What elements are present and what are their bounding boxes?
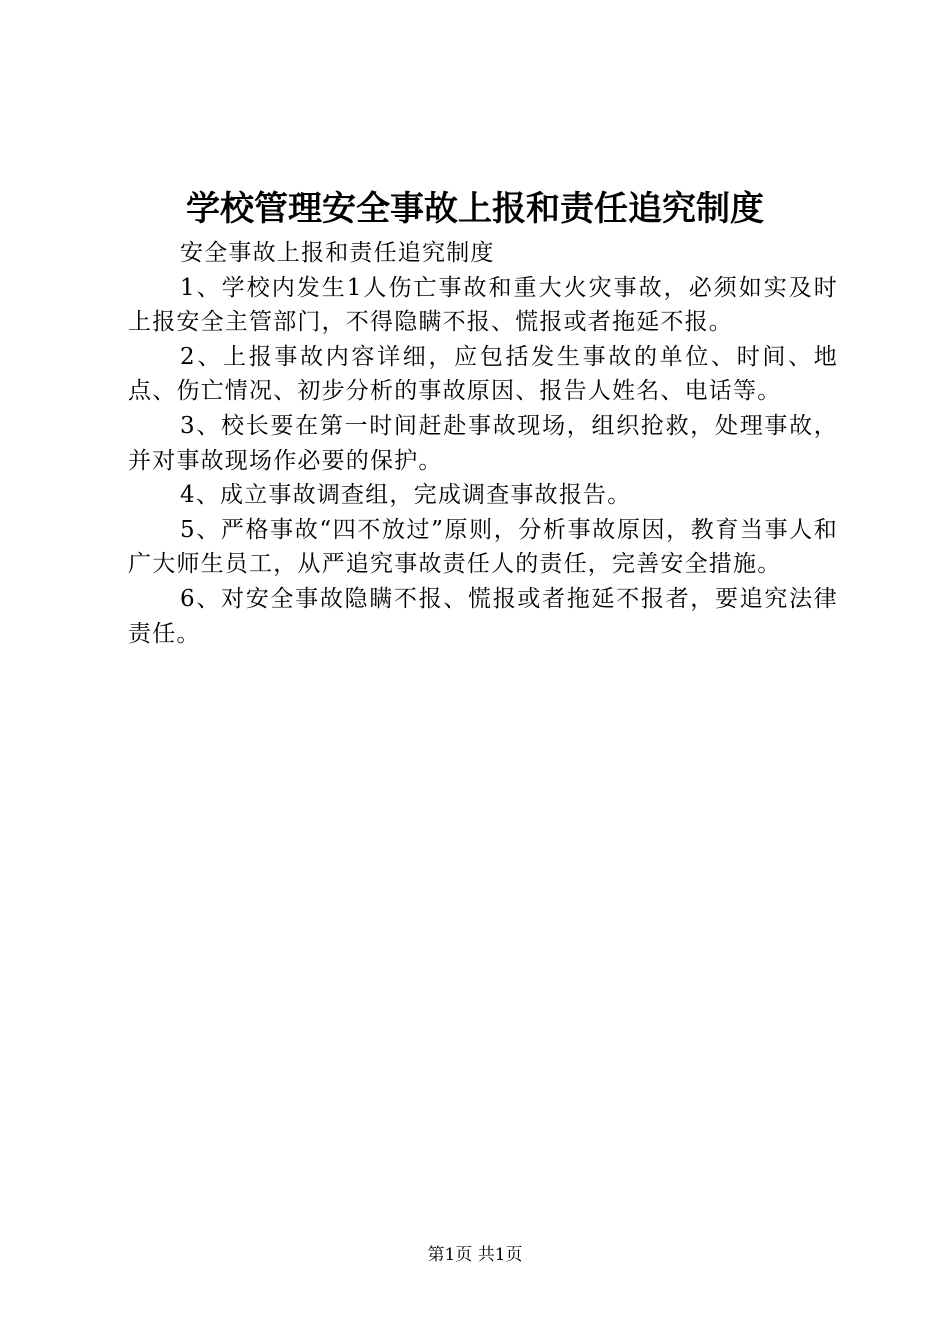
document-title: 学校管理安全事故上报和责任追究制度 bbox=[186, 189, 764, 229]
paragraph-1: 1、学校内发生1人伤亡事故和重大火灾事故，必须如实及时上报安全主管部门，不得隐瞒不报、慌报或者拖延不报。 bbox=[128, 274, 838, 336]
paragraph-2: 2、上报事故内容详细，应包括发生事故的单位、时间、地点、伤亡情况、初步分析的事故原因、报告人姓名、电话等。 bbox=[128, 343, 838, 405]
page-footer: 第1页 共1页 bbox=[427, 1245, 523, 1265]
paragraph-5: 5、严格事故“四不放过”原则，分析事故原因，教育当事人和广大师生员工，从严追究事故责任人的责任，完善安全措施。 bbox=[128, 516, 838, 578]
paragraph-4: 4、成立事故调查组，完成调查事故报告。 bbox=[180, 482, 632, 509]
document-body bbox=[128, 236, 838, 651]
paragraph-3: 3、校长要在第一时间赶赴事故现场，组织抢救，处理事故，并对事故现场作必要的保护。 bbox=[128, 412, 838, 474]
paragraph-subtitle: 安全事故上报和责任追究制度 bbox=[180, 240, 495, 266]
paragraph-6: 6、对安全事故隐瞒不报、慌报或者拖延不报者，要追究法律责任。 bbox=[128, 585, 838, 647]
